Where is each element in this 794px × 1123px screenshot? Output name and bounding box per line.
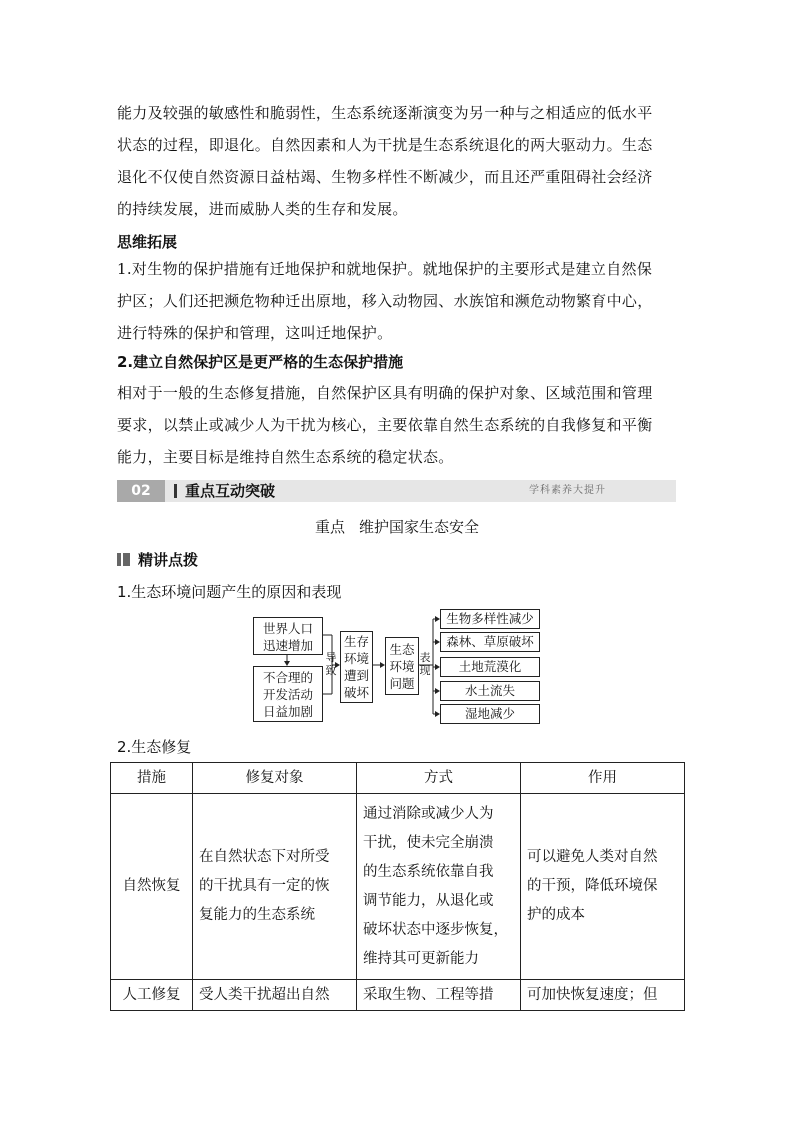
table-cell-method: 采取生物、工程等措 [357,980,521,1011]
table-cell-target: 在自然状态下对所受 的干扰具有一定的恢 复能力的生态系统 [193,794,357,980]
intro-line: 的持续发展，进而威胁人类的生存和发展。 [117,200,408,218]
table-header: 方式 [357,763,521,794]
section-title: 重点互动突破 [185,482,276,500]
table-cell-target: 受人类干扰超出自然 [193,980,357,1011]
banner-divider [174,484,177,498]
causes-diagram [253,607,543,727]
key-point-title [0,516,794,537]
key-point-label: 重点 [314,518,345,536]
section-subtitle: 学科素养大提升 [529,485,606,496]
diagram-outcome: 生物多样性减少 [440,609,540,629]
diagram-outcome: 土地荒漠化 [440,657,540,677]
intro-paragraph [117,97,679,225]
diagram-box-problem: 生态 环境 问题 [385,637,419,695]
intro-line: 状态的过程，即退化。自然因素和人为干扰是生态系统退化的两大驱动力。生态 [117,136,653,154]
diagram-outcome: 水土流失 [440,681,540,701]
table-header: 措施 [111,763,193,794]
point2-line: 相对于一般的生态修复措施，自然保护区具有明确的保护对象、区域范围和管理 [117,384,653,402]
point1-line: 1.对生物的保护措施有迁地保护和就地保护。就地保护的主要形式是建立自然保 [117,260,653,278]
table-header: 修复对象 [193,763,357,794]
section-marker-icon [117,553,130,566]
point2-line: 要求，以禁止或减少人为干扰为核心，主要依靠自然生态系统的自我修复和平衡 [117,416,653,434]
diagram-link-cause: 导 致 [325,651,337,677]
table-cell-measure: 自然恢复 [111,794,193,980]
thinking-title: 思维拓展 [117,233,178,251]
intro-line: 能力及较强的敏感性和脆弱性，生态系统逐渐演变为另一种与之相适应的低水平 [117,104,653,122]
repair-table [110,762,685,1011]
diagram-outcome: 湿地减少 [440,704,540,724]
diagram-box-environment: 生存 环境 遭到 破坏 [340,631,373,703]
key-point-text: 维护国家生态安全 [359,518,480,536]
point1-line: 护区；人们还把濒危物种迁出原地，移入动物园、水族馆和濒危动物繁育中心， [117,292,653,310]
diagram-outcome: 森林、草原破坏 [440,632,540,652]
table-cell-method: 通过消除或减少人为 干扰，使未完全崩溃 的生态系统依靠自我 调节能力，从退化或 破坏状态中逐步恢复， 维持其可更新能力 [357,794,521,980]
point2-title: 2.建立自然保护区是更严格的生态保护措施 [117,353,404,371]
table-row [111,980,685,1011]
diagram-box-development: 不合理的 开发活动 日益加剧 [253,666,323,722]
table-cell-measure: 人工修复 [111,980,193,1011]
table-header: 作用 [521,763,685,794]
repair-heading: 2.生态修复 [117,738,192,756]
causes-heading: 1.生态环境问题产生的原因和表现 [117,583,342,601]
table-cell-effect: 可加快恢复速度；但 [521,980,685,1011]
point1-line: 进行特殊的保护和管理，这叫迁地保护。 [117,324,393,342]
table-header-row [111,763,685,794]
section-banner [117,480,676,502]
point2-line: 能力，主要目标是维持自然生态系统的稳定状态。 [117,448,454,466]
table-cell-effect: 可以避免人类对自然 的干预，降低环境保 护的成本 [521,794,685,980]
section-number: 02 [117,480,165,502]
subsection-label: 精讲点拨 [138,551,199,569]
point1-paragraph [117,253,679,349]
diagram-box-population: 世界人口 迅速增加 [253,617,323,655]
table-row [111,794,685,980]
point2-paragraph [117,377,679,473]
diagram-link-show: 表 现 [419,651,431,677]
subsection-heading [117,550,198,570]
intro-line: 退化不仅使自然资源日益枯竭、生物多样性不断减少，而且还严重阻碍社会经济 [117,168,653,186]
